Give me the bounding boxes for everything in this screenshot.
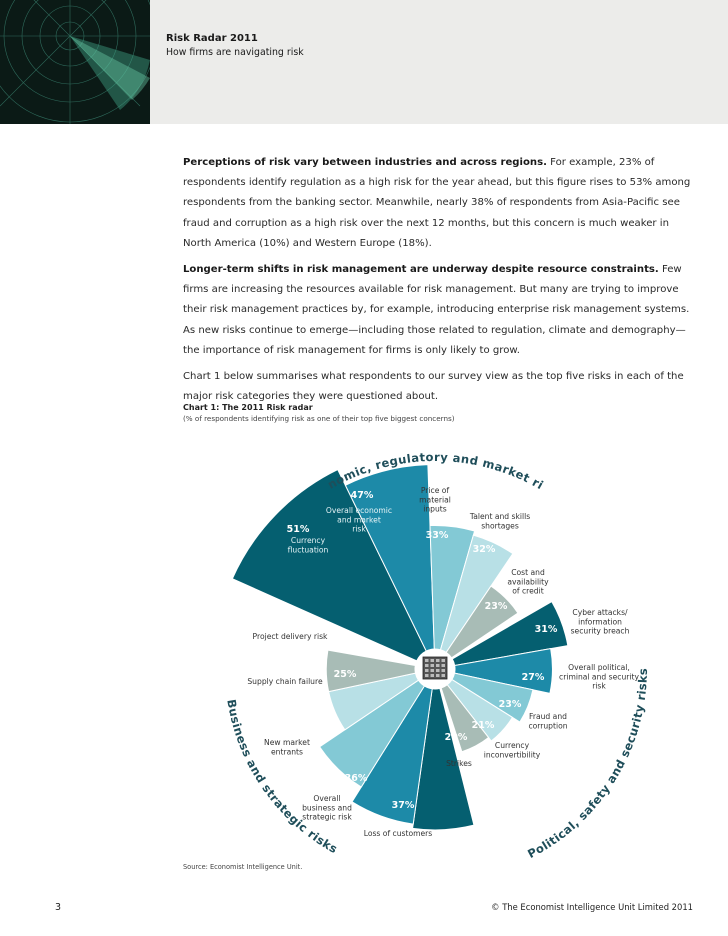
data-label-fraud-and-corruption: 23% [498, 699, 522, 710]
data-label-cost-and-availability-of-credit: 23% [484, 601, 508, 612]
data-label-overall-economic-and-market-risk: 47% [350, 490, 374, 501]
building-window [442, 664, 446, 667]
page-header [0, 0, 728, 124]
building-window [425, 669, 429, 672]
building-window [431, 659, 435, 662]
group-label-economic-path: nomic, regulatory and market ri [325, 449, 546, 493]
category-label-line: Currency [494, 741, 530, 750]
building-icon [423, 657, 447, 679]
group-label-economic [150, 430, 546, 492]
building-window [436, 664, 440, 667]
chart-subtitle: (% of respondents identifying risk as one of their top five biggest concerns) [183, 414, 455, 423]
category-label-line: inconvertibility [483, 750, 541, 760]
data-label-supply-chain-failure: 25% [333, 669, 357, 680]
category-label-line: business and [302, 803, 352, 813]
building-window [425, 664, 429, 667]
radar-screen-icon [0, 0, 150, 124]
category-label-line: security breach [570, 626, 630, 636]
paragraph-1-body: For example, 23% of respondents identify regulation as a high risk for the year ahead, but this figure rises to 53% among respondents from the banking sector. Meanwhile, nearly 38% of respondents from Asia-Pacific see fraud and corruption as a high risk over the next 12 months, but this concern is much weaker in North America (10%) and Western Europe (18%). [183, 157, 691, 249]
category-label-line: information [578, 617, 622, 627]
building-window [436, 659, 440, 662]
chart-title: Chart 1: The 2011 Risk radar [183, 403, 313, 412]
group-label-political-path: Political, safety and security risks [525, 667, 651, 860]
data-label-talent-and-skills-shortages: 32% [472, 544, 496, 555]
data-label-price-of-material-inputs: 33% [425, 530, 449, 541]
category-label-line: corruption [528, 721, 568, 731]
data-label-overall-political-criminal-and-security-risk: 27% [521, 672, 545, 683]
paragraph-1-lead: Perceptions of risk vary between industries and across regions. [183, 157, 547, 168]
category-label-line: entrants [271, 747, 303, 757]
category-label-line: Fraud and [529, 712, 567, 721]
risk-radar-chart [150, 430, 670, 864]
group-label-business-path: Business and strategic risks [224, 698, 341, 857]
category-label-line: Loss of customers [363, 829, 433, 838]
building-window [442, 674, 446, 677]
building-window [431, 664, 435, 667]
building-window [425, 674, 429, 677]
category-label-line: of credit [512, 586, 544, 596]
document-subtitle: How firms are navigating risk [166, 47, 304, 58]
category-label-line: criminal and security [559, 672, 639, 682]
category-label-line: risk [592, 681, 606, 691]
copyright-notice: © The Economist Intelligence Unit Limited 2011 [491, 902, 693, 912]
paragraph-2-lead: Longer-term shifts in risk management are underway despite resource constraints. [183, 264, 659, 276]
data-label-project-delivery-risk: 25% [336, 638, 360, 649]
building-window [442, 669, 446, 672]
group-label-political [525, 668, 650, 860]
category-label-line: risk [352, 524, 366, 534]
category-label-line: Price of [420, 486, 450, 495]
category-label-line: Project delivery risk [252, 632, 328, 641]
category-label-line: Overall economic [325, 506, 393, 515]
page-number: 3 [55, 902, 62, 913]
category-label-line: inputs [423, 504, 447, 514]
data-label-currency-inconvertibility: 21% [471, 720, 495, 731]
category-label-line: material [419, 495, 451, 505]
building-window [425, 659, 429, 662]
building-window [431, 669, 435, 672]
category-label-line: Strikes [446, 759, 472, 768]
category-label-line: Overall [313, 794, 341, 803]
category-label-line: Overall political, [568, 663, 630, 672]
data-label-strikes: 20% [444, 732, 468, 743]
category-label-line: Supply chain failure [247, 677, 323, 686]
group-label-business [224, 698, 340, 856]
paragraph-2 [183, 260, 695, 361]
category-label-line: strategic risk [302, 812, 352, 822]
category-label-line: fluctuation [287, 545, 329, 555]
category-label-line: Cost and [511, 568, 545, 577]
paragraph-1 [183, 153, 695, 254]
data-label-loss-of-customers: 37% [391, 800, 415, 811]
body-text [183, 153, 695, 413]
building-window [436, 674, 440, 677]
building-window [442, 659, 446, 662]
category-label-line: availability [507, 577, 549, 587]
risk-radar-svg [150, 430, 670, 860]
category-label-line: Cyber attacks/ [572, 608, 628, 617]
data-label-currency-fluctuation: 51% [286, 524, 310, 535]
paragraph-3: Chart 1 below summarises what respondents to our survey view as the top five risks in each of the major risk categories they were questioned about. [183, 371, 684, 403]
category-label-line: and market [337, 515, 381, 525]
category-label-line: shortages [481, 521, 519, 531]
category-label-line: Currency [290, 536, 326, 545]
category-label-line: New market [264, 738, 310, 747]
data-label-cyber-attacks-information-security-breach: 31% [534, 624, 558, 635]
paragraph-2-body: Few firms are increasing the resources available for risk management. But many are trying to improve their risk management practices by, for example, introducing enterprise risk management systems. As new risks continue to emerge—including those related to regulation, climate and demography—the importance of risk management for firms is only likely to grow. [183, 264, 690, 356]
building-window [436, 669, 440, 672]
data-label-overall-business-and-strategic-risk: 36% [344, 773, 368, 784]
data-label-new-market-entrants: 32% [319, 723, 343, 734]
category-label-line: Talent and skills [469, 512, 531, 521]
building-window [431, 674, 435, 677]
chart-source: Source: Economist Intelligence Unit. [183, 863, 303, 871]
document-title: Risk Radar 2011 [166, 33, 258, 44]
radar-thumbnail-image [0, 0, 150, 124]
